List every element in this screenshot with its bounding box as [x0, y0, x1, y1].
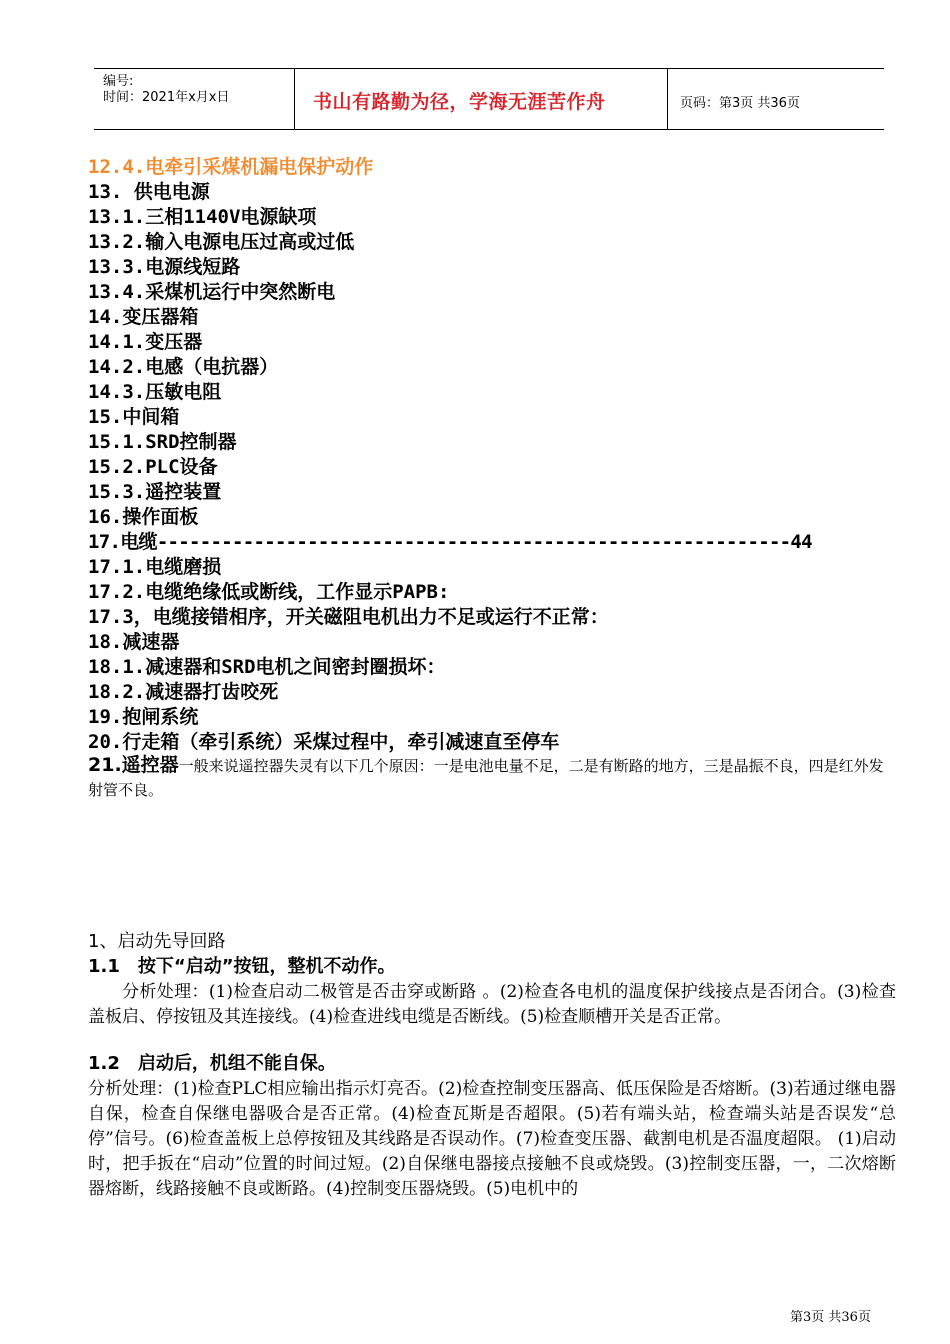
outline-item: 20.行走箱（牵引系统）采煤过程中，牵引减速直至停车: [88, 731, 560, 753]
outline-item: 13.1.三相1140V电源缺项: [88, 206, 317, 228]
subsection-title: 1.1 按下“启动”按钮，整机不动作。: [88, 956, 396, 977]
outline-item: 14.3.压敏电阻: [88, 381, 222, 403]
outline-item: 17.1.电缆磨损: [88, 556, 222, 578]
page-label: 页码：第3页 共36页: [680, 96, 800, 111]
outline-item: 13. 供电电源: [88, 181, 210, 203]
page-footer: 第3页 共36页: [790, 1310, 871, 1325]
outline-item: 16.操作面板: [88, 506, 199, 528]
outline-item: 13.4.采煤机运行中突然断电: [88, 281, 336, 303]
outline-item: 15.中间箱: [88, 406, 180, 428]
outline-item: 15.1.SRD控制器: [88, 431, 237, 453]
header-table: [94, 68, 884, 130]
header-motto-cell: [295, 69, 668, 129]
header-page-cell: [668, 69, 884, 129]
item-21-paragraph: [88, 753, 894, 802]
time-label: 时间：2021年x月x日: [103, 90, 230, 105]
outline-item: 18.1.减速器和SRD电机之间密封圈损坏：: [88, 656, 446, 678]
body-paragraph: 分析处理：(1)检查PLC相应输出指示灯亮否。(2)检查控制变压器高、低压保险是否熔断。(3)若通过继电器自保，检查自保继电器吸合是否正常。(4)检查瓦斯是否超限。(5)若有端头站，检查端头站是否误发“总停”信号。(6)检查盖板上总停按钮及其线路是否误动作。(7)检查变压器、截割电机是否温度超限。 (1)启动时，把手扳在“启动”位置的时间过短。(2)自保继电器接点接触不良或烧毁。(3)控制变压器，一，二次熔断器熔断，线路接触不良或断路。(4)控制变压器烧毁。(5)电机中的: [88, 1079, 896, 1199]
outline-item: 18.2.减速器打齿咬死: [88, 681, 279, 703]
outline-item: 14.1.变压器: [88, 331, 203, 353]
motto: 书山有路勤为径，学海无涯苦作舟: [313, 91, 606, 113]
outline-item: 14.2.电感（电抗器）: [88, 356, 279, 378]
subsection-title: 1.2 启动后，机组不能自保。: [88, 1053, 336, 1074]
outline-item: 19.抱闸系统: [88, 706, 199, 728]
outline-item: 17.3，电缆接错相序，开关磁阻电机出力不足或运行不正常：: [88, 606, 609, 628]
outline-item: 14.变压器箱: [88, 306, 199, 328]
item-21-heading: 21.遥控器: [88, 754, 179, 776]
outline-item: 17.2.电缆绝缘低或断线，工作显示PAPB:: [88, 581, 450, 603]
item-21-text: 一般来说遥控器失灵有以下几个原因：一是电池电量不足，二是有断路的地方，三是晶振不良，四是红外发射管不良。: [88, 757, 884, 799]
body-paragraph: 分析处理：(1)检查启动二极管是否击穿或断路 。(2)检查各电机的温度保护线接点是否闭合。(3)检查盖板启、停按钮及其连接线。(4)检查进线电缆是否断线。(5)检查顺槽开关是否正常。: [88, 982, 896, 1027]
outline-item: 15.3.遥控装置: [88, 481, 222, 503]
outline-item: 13.3.电源线短路: [88, 256, 241, 278]
outline-item: 13.2.输入电源电压过高或过低: [88, 231, 355, 253]
outline-item-toc-entry: 17.电缆-----------------------------------------------------------44: [88, 531, 812, 553]
code-label: 编号:: [103, 74, 134, 89]
header-info-cell: [94, 69, 295, 129]
section-title: 1、启动先导回路: [88, 931, 226, 952]
outline-item: 12.4.电牵引采煤机漏电保护动作: [88, 156, 374, 178]
outline-item: 18.减速器: [88, 631, 180, 653]
outline-item: 15.2.PLC设备: [88, 456, 218, 478]
